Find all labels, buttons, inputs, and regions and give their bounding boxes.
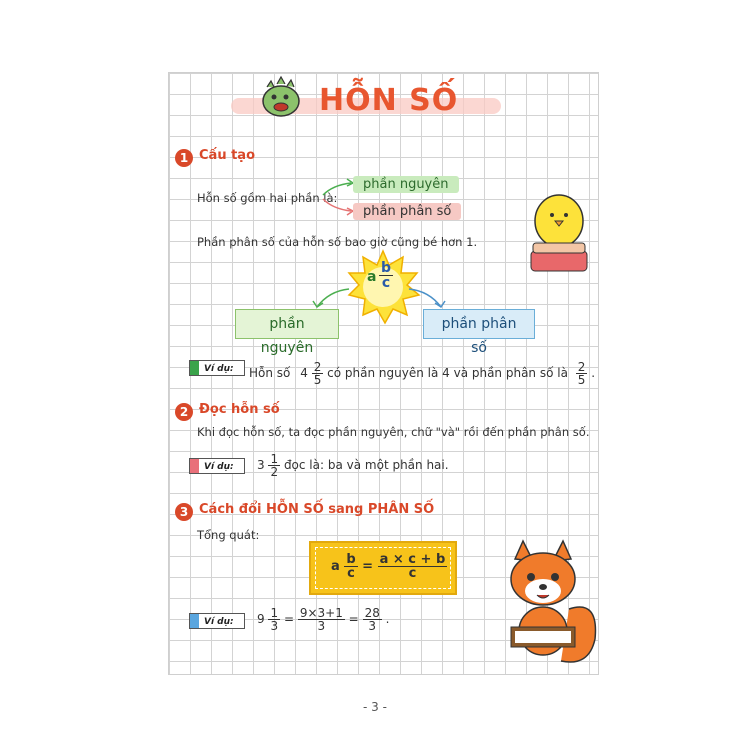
example-1-line [249,361,595,386]
numerator: a × c + b [379,552,446,567]
denominator: 3 [270,619,279,633]
example-pre: Hỗn số [249,366,291,380]
example-mid: có phần nguyên là 4 và phần phân số là [327,366,568,380]
equals: = [283,612,294,626]
page-title: HỖN SỐ [319,83,459,118]
whole-part-box: phần nguyên [235,309,339,339]
denominator: 2 [270,465,279,479]
example-fraction-2 [576,361,588,386]
denominator: c [347,566,355,581]
worksheet-page [168,72,599,675]
example-tag: Ví dụ: [189,360,245,376]
section-title: Cấu tạo [199,148,256,163]
section-number: 1 [175,149,193,167]
page-number: - 3 - [363,700,387,714]
dinosaur-mascot-icon [257,75,305,119]
whole-part-label: phần nguyên [353,176,459,193]
example-end: . [385,612,390,626]
example-fraction-2 [298,607,345,632]
denominator: 3 [317,619,326,633]
fraction-note: Phần phân số của hỗn số bao giờ cũng bé hơn 1. [197,235,478,249]
fraction-part-label: phần phân số [353,203,461,220]
structure-intro: Hỗn số gồm hai phần là: [197,191,338,205]
example-2-line [257,453,449,478]
example-whole: 3 [257,458,265,472]
numerator: 1 [270,452,279,466]
equals: = [348,612,359,626]
denominator: 3 [368,619,377,633]
numerator: 1 [270,606,279,620]
example-fraction [268,453,280,478]
example-tag: Ví dụ: [189,613,245,629]
section-title: Cách đổi HỖN SỐ sang PHÂN SỐ [199,502,435,517]
formula-bc [344,553,357,580]
numerator: 2 [313,360,322,374]
formula-a: a [331,559,340,574]
denominator: 5 [313,373,322,387]
split-arrows-icon [321,177,357,217]
example-fraction-3 [363,607,382,632]
example-3-line [257,607,390,632]
numerator: 2 [577,360,586,374]
denominator: 5 [577,373,586,387]
example-whole: 9 [257,612,265,626]
numerator: b [346,552,356,567]
example-fraction [268,607,280,632]
example-fraction [312,361,324,386]
example-text: đọc là: ba và một phần hai. [283,458,449,472]
chick-sticker-icon [527,185,591,277]
fraction-part-box: phần phân số [423,309,535,339]
section-number: 3 [175,503,193,521]
example-end: . [591,366,596,380]
general-formula-box [309,541,457,595]
numerator: 9×3+1 [299,606,343,620]
denominator: c [408,566,417,581]
numerator: 28 [364,606,380,620]
sun-denominator: c [381,275,391,291]
sun-numerator: b [381,260,392,276]
example-tag: Ví dụ: [189,458,245,474]
section-number: 2 [175,403,193,421]
general-formula [331,553,447,580]
section-title: Đọc hỗn số [199,402,280,417]
reading-rule: Khi đọc hỗn số, ta đọc phần nguyên, chữ "và" rồi đến phần phân số. [197,425,590,439]
general-label: Tổng quát: [197,528,260,542]
formula-equals: = [362,559,374,574]
fox-sticker-icon [499,539,599,673]
formula-result [378,553,448,580]
example-whole: 4 [300,366,308,380]
sun-whole-a: a [367,269,377,285]
